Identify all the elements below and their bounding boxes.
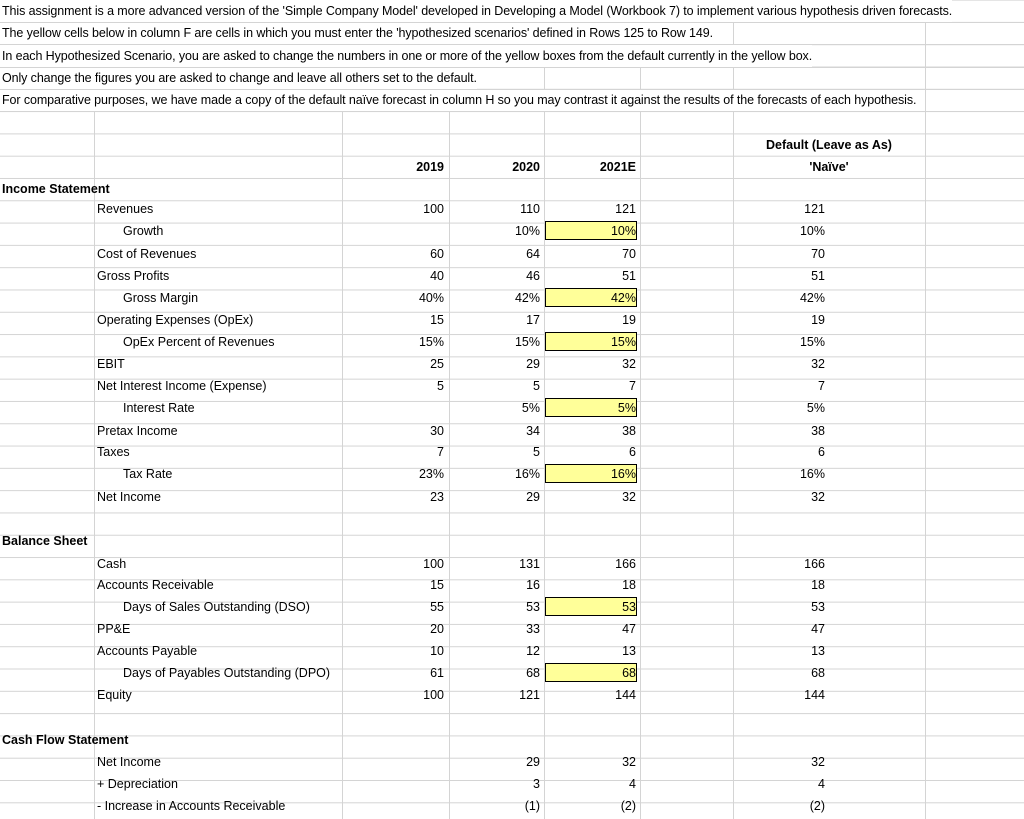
row-label[interactable]: Tax Rate <box>123 467 173 481</box>
cell-2019[interactable]: 23% <box>418 467 444 481</box>
intro-line[interactable]: For comparative purposes, we have made a copy of the default naïve forecast in column H so you may contrast it against the results of the forecasts of each hypothesis. <box>0 89 916 111</box>
cell-2021e[interactable]: 42% <box>610 291 636 305</box>
cell-2021e[interactable]: (2) <box>620 799 636 813</box>
cell-2019[interactable]: 100 <box>423 557 444 571</box>
cell-2020[interactable]: (1) <box>524 799 540 813</box>
cell-naive[interactable]: (2) <box>809 799 825 813</box>
cell-naive[interactable]: 53 <box>811 600 825 614</box>
cell-2021e[interactable]: 166 <box>615 557 636 571</box>
row-label[interactable]: Accounts Payable <box>97 644 198 658</box>
row-label[interactable]: Gross Margin <box>123 291 199 305</box>
cell-2021e[interactable]: 6 <box>629 445 636 459</box>
header-naive[interactable]: 'Naïve' <box>809 160 849 174</box>
intro-divider <box>0 44 1024 45</box>
cell-naive[interactable]: 166 <box>804 557 825 571</box>
cell-2020[interactable]: 29 <box>526 357 540 371</box>
header-2019[interactable]: 2019 <box>416 160 444 174</box>
cell-2020[interactable]: 15% <box>514 335 540 349</box>
cell-2020[interactable]: 12 <box>526 644 540 658</box>
intro-divider <box>0 22 1024 23</box>
cell-2019[interactable]: 100 <box>423 688 444 702</box>
cell-2021e[interactable]: 68 <box>622 666 636 680</box>
cell-2020[interactable]: 64 <box>526 247 540 261</box>
cell-2021e[interactable]: 13 <box>622 644 636 658</box>
cell-2020[interactable]: 46 <box>526 269 540 283</box>
row-label[interactable]: Gross Profits <box>97 269 170 283</box>
cell-naive[interactable]: 47 <box>811 622 825 636</box>
cell-2019[interactable]: 60 <box>430 247 444 261</box>
intro-line[interactable]: Only change the figures you are asked to change and leave all others set to the default. <box>0 67 477 89</box>
cell-2019[interactable] <box>342 751 444 773</box>
cell-2020[interactable]: 29 <box>526 490 540 504</box>
cell-2020[interactable]: 121 <box>519 688 540 702</box>
cell-naive[interactable]: 6 <box>818 445 825 459</box>
cell-2020[interactable]: 34 <box>526 424 540 438</box>
cell-2021e[interactable]: 70 <box>622 247 636 261</box>
cell-2019[interactable]: 15 <box>430 313 444 327</box>
intro-line[interactable]: This assignment is a more advanced version of the 'Simple Company Model' developed in Developing a Model (Workbook 7) to implement various hypothesis driven forecasts. <box>0 0 952 22</box>
cell-2021e[interactable]: 10% <box>610 224 636 238</box>
cell-naive[interactable]: 5% <box>806 401 825 415</box>
header-2020[interactable]: 2020 <box>512 160 540 174</box>
intro-line[interactable]: The yellow cells below in column F are cells in which you must enter the 'hypothesized scenarios' defined in Rows 125 to Row 149. <box>0 22 713 44</box>
row-label[interactable]: Accounts Receivable <box>97 578 214 592</box>
row-label[interactable]: Cash <box>97 557 127 571</box>
cell-2020[interactable]: 5% <box>521 401 540 415</box>
cell-naive[interactable]: 68 <box>811 666 825 680</box>
cell-naive[interactable]: 42% <box>799 291 825 305</box>
cell-2020[interactable]: 53 <box>526 600 540 614</box>
cell-naive[interactable]: 32 <box>811 357 825 371</box>
cell-2020[interactable]: 68 <box>526 666 540 680</box>
row-label[interactable]: Net Income <box>97 755 161 769</box>
cell-2020[interactable]: 16 <box>526 578 540 592</box>
cell-2021e[interactable]: 32 <box>622 490 636 504</box>
row-label[interactable]: OpEx Percent of Revenues <box>123 335 275 349</box>
cell-2019[interactable]: 15 <box>430 578 444 592</box>
intro-divider <box>0 89 1024 90</box>
header-default-title[interactable]: Default (Leave as As) <box>766 138 892 152</box>
section-balance-sheet[interactable]: Balance Sheet <box>2 534 88 548</box>
cell-2020[interactable]: 5 <box>533 379 540 393</box>
cell-naive[interactable]: 4 <box>818 777 825 791</box>
cell-naive[interactable]: 16% <box>799 467 825 481</box>
row-label[interactable]: Equity <box>97 688 132 702</box>
row-label[interactable]: Growth <box>123 224 164 238</box>
cell-2021e[interactable]: 144 <box>615 688 636 702</box>
cell-2021e[interactable]: 5% <box>617 401 636 415</box>
cell-2020[interactable]: 3 <box>533 777 540 791</box>
cell-2019[interactable] <box>342 773 444 795</box>
cell-2019[interactable]: 61 <box>430 666 444 680</box>
cell-naive[interactable]: 38 <box>811 424 825 438</box>
header-2021e[interactable]: 2021E <box>599 160 636 174</box>
cell-2020[interactable]: 33 <box>526 622 540 636</box>
cell-2019[interactable]: 40 <box>430 269 444 283</box>
row-label[interactable]: Days of Sales Outstanding (DSO) <box>123 600 310 614</box>
cell-2021e[interactable]: 32 <box>622 357 636 371</box>
row-label[interactable]: Taxes <box>97 445 130 459</box>
cell-naive[interactable]: 18 <box>811 578 825 592</box>
cell-naive[interactable]: 15% <box>799 335 825 349</box>
cell-2020[interactable]: 42% <box>514 291 540 305</box>
cell-naive[interactable]: 121 <box>804 202 825 216</box>
cell-2021e[interactable]: 18 <box>622 578 636 592</box>
cell-2019[interactable]: 40% <box>418 291 444 305</box>
row-label[interactable]: Operating Expenses (OpEx) <box>97 313 254 327</box>
cell-2021e[interactable]: 38 <box>622 424 636 438</box>
row-label[interactable]: Revenues <box>97 202 154 216</box>
cell-2020[interactable]: 16% <box>514 467 540 481</box>
row-label[interactable]: Net Interest Income (Expense) <box>97 379 267 393</box>
row-label[interactable]: - Increase in Accounts Receivable <box>97 799 286 813</box>
cell-2021e[interactable]: 121 <box>615 202 636 216</box>
cell-2020[interactable]: 5 <box>533 445 540 459</box>
cell-2021e[interactable]: 16% <box>610 467 636 481</box>
cell-2019[interactable] <box>342 795 444 817</box>
cell-2019[interactable]: 10 <box>430 644 444 658</box>
cell-2021e[interactable]: 51 <box>622 269 636 283</box>
intro-divider <box>0 67 1024 68</box>
row-label[interactable]: PP&E <box>97 622 131 636</box>
cell-naive[interactable]: 32 <box>811 490 825 504</box>
cell-naive[interactable]: 51 <box>811 269 825 283</box>
cell-2019[interactable]: 5 <box>437 379 444 393</box>
intro-line[interactable]: In each Hypothesized Scenario, you are asked to change the numbers in one or more of the yellow boxes from the default currently in the yellow box. <box>0 45 812 67</box>
cell-2019[interactable] <box>342 220 444 242</box>
cell-2020[interactable]: 10% <box>514 224 540 238</box>
cell-2019[interactable]: 15% <box>418 335 444 349</box>
cell-2019[interactable]: 100 <box>423 202 444 216</box>
cell-2021e[interactable]: 47 <box>622 622 636 636</box>
row-label[interactable]: Interest Rate <box>123 401 195 415</box>
row-label[interactable]: + Depreciation <box>97 777 178 791</box>
cell-naive[interactable]: 32 <box>811 755 825 769</box>
cell-2019[interactable]: 20 <box>430 622 444 636</box>
row-label[interactable]: Pretax Income <box>97 424 178 438</box>
cell-2019[interactable]: 7 <box>437 445 444 459</box>
cell-2019[interactable]: 23 <box>430 490 444 504</box>
section-income-statement[interactable]: Income Statement <box>2 182 110 196</box>
section-cash-flow-statement[interactable]: Cash Flow Statement <box>2 733 129 747</box>
row-label[interactable]: EBIT <box>97 357 125 371</box>
cell-2020[interactable]: 131 <box>519 557 540 571</box>
intro-divider <box>0 111 1024 112</box>
row-label[interactable]: Days of Payables Outstanding (DPO) <box>123 666 331 680</box>
cell-naive[interactable]: 7 <box>818 379 825 393</box>
cell-2021e[interactable]: 7 <box>629 379 636 393</box>
cell-2021e[interactable]: 15% <box>610 335 636 349</box>
cell-2021e[interactable]: 4 <box>629 777 636 791</box>
row-label[interactable]: Net Income <box>97 490 161 504</box>
cell-naive[interactable]: 13 <box>811 644 825 658</box>
cell-2019[interactable]: 55 <box>430 600 444 614</box>
cell-naive[interactable]: 10% <box>799 224 825 238</box>
cell-naive[interactable]: 70 <box>811 247 825 261</box>
row-label[interactable]: Cost of Revenues <box>97 247 197 261</box>
cell-2019[interactable]: 30 <box>430 424 444 438</box>
cell-2019[interactable]: 25 <box>430 357 444 371</box>
cell-naive[interactable]: 19 <box>811 313 825 327</box>
cell-2020[interactable]: 29 <box>526 755 540 769</box>
cell-2021e[interactable]: 32 <box>622 755 636 769</box>
cell-naive[interactable]: 144 <box>804 688 825 702</box>
cell-2021e[interactable]: 53 <box>622 600 636 614</box>
cell-2019[interactable] <box>342 397 444 419</box>
cell-2021e[interactable]: 19 <box>622 313 636 327</box>
cell-2020[interactable]: 110 <box>520 202 540 216</box>
cell-2020[interactable]: 17 <box>526 313 540 327</box>
